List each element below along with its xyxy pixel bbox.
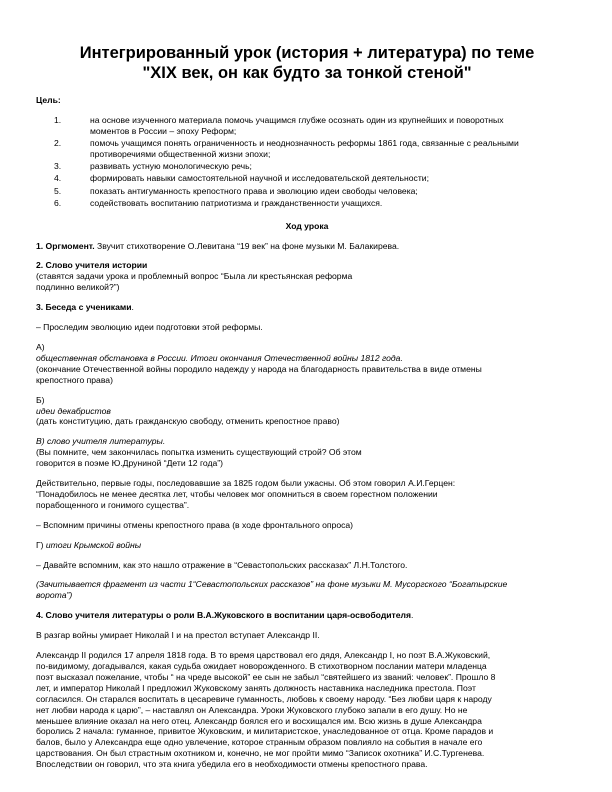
goal-number: 6.	[54, 197, 62, 208]
herzen-line-2: “Понадобилось не менее десятка лет, чтобы человек мог опомниться в своем горестном положении	[36, 488, 438, 499]
section-3-heading: 3. Беседа с учениками	[36, 302, 132, 313]
point-g-title: итоги Крымской войны	[45, 539, 142, 550]
section-3-dot: .	[131, 302, 134, 313]
goal-number: 3.	[54, 161, 62, 172]
section-1	[36, 241, 578, 252]
point-a-line-3: крепостного права)	[36, 374, 113, 385]
point-b-prefix: Б)	[36, 394, 45, 405]
alexander-line: балов, было у Александра еще одно увлечение, которое странным образом повлияло на события в начале его	[36, 737, 483, 748]
goal-text-line: показать антигуманность крепостного права и эволюцию идеи свободы человека;	[90, 185, 418, 196]
point-g	[36, 540, 578, 551]
goal-item-3	[36, 161, 578, 172]
title-line-2: "XIX век, он как будто за тонкой стеной"	[142, 63, 472, 82]
section-1-text: Звучит стихотворение О.Левитана “19 век” на фоне музыки М. Балакирева.	[94, 240, 400, 251]
goal-item-5	[36, 186, 578, 197]
point-v-line-2: говорится в поэме Ю.Друниной “Дети 12 года”)	[36, 458, 224, 469]
goal-item-1	[36, 115, 578, 137]
alexander-line: поэт высказал пожелание, чтобы “ на чреде высокой” ее сын не забыл “святейшего из званий: человек”. Прошло 8	[36, 671, 496, 682]
alexander-line: согласился. Он старался воспитать в цесаревиче гуманность, любовь к своему народу. “Без любви царя к народу	[36, 693, 492, 704]
goal-number: 2.	[54, 138, 62, 149]
trace-paragraph: – Проследим эволюцию идеи подготовки этой реформы.	[36, 322, 263, 333]
page-title	[36, 44, 578, 83]
goal-text-line: развивать устную монологическую речь;	[90, 161, 252, 172]
goal-item-6	[36, 198, 578, 209]
herzen-paragraph	[36, 478, 578, 511]
goal-text-line: на основе изученного материала помочь учащимся глубже осознать один из крупнейших и поворотных	[90, 114, 504, 125]
goal-text-line: содействовать воспитанию патриотизма и гражданственности учащихся.	[90, 197, 383, 208]
herzen-line-1: Действительно, первые годы, последовавшие за 1825 годом были ужасны. Об этом говорил А.И.Герцен:	[36, 478, 456, 489]
point-v	[36, 436, 578, 469]
section-2	[36, 260, 578, 293]
goal-number: 1.	[54, 114, 62, 125]
point-a-title: общественная обстановка в России. Итоги окончания Отечественной войны 1812 года.	[36, 352, 403, 363]
section-4-dot: .	[411, 610, 414, 621]
recall-paragraph: – Вспомним причины отмены крепостного права (в ходе фронтального опроса)	[36, 519, 354, 530]
goals-label: Цель:	[36, 95, 61, 105]
alexander-line: нет любви народа к царю”, – наставлял он Александра. Уроки Жуковского глубоко запали в его душу. Но не	[36, 704, 468, 715]
reading-note-line-1: (Зачитывается фрагмент из части 1“Севастопольских рассказов” на фоне музыки М. Мусоргского “Богатырские	[36, 579, 508, 590]
point-b-line-1	[36, 395, 578, 417]
alexander-line: Впоследствии он говорил, что эта книга убедила его в необходимости отмены крепостного права.	[36, 759, 428, 770]
goal-text-line: противоречиями общественной жизни эпохи;	[90, 148, 271, 159]
point-v-title: В) слово учителя литературы.	[36, 436, 166, 447]
point-g-prefix: Г)	[36, 539, 46, 550]
goal-number: 4.	[54, 173, 62, 184]
point-v-text: (Вы помните, чем закончилась попытка изменить существующий строй? Об этом	[36, 447, 362, 458]
title-line-1: Интегрированный урок (история + литература) по теме	[79, 44, 535, 62]
war-paragraph: В разгар войны умирает Николай I и на престол вступает Александр II.	[36, 630, 320, 641]
section-2-line-1	[36, 260, 578, 282]
reading-note	[36, 579, 578, 601]
point-b	[36, 395, 578, 428]
section-2-line-2: подлинно великой?”)	[36, 282, 120, 293]
goal-text-line: помочь учащимся понять ограниченность и неоднозначность реформы 1861 года, связанные с реальными	[90, 138, 519, 149]
goal-text-line: моментов в России – эпоху Реформ;	[90, 125, 237, 136]
section-2-text: (ставятся задачи урока и проблемный вопрос “Была ли крестьянская реформа	[36, 271, 353, 282]
alexander-line: лет, и император Николай I предложил Жуковскому занять должность наставника наследника престола. Поэт	[36, 682, 476, 693]
goals-list	[36, 115, 578, 209]
alexander-paragraph	[36, 650, 578, 770]
point-v-line-1	[36, 436, 578, 458]
alexander-line: царствования. Он был страстным охотником и, конечно, не мог пройти мимо “Записок охотника” И.С.Тургенева.	[36, 748, 485, 759]
reading-note-line-2: ворота”)	[36, 590, 73, 601]
section-2-heading: 2. Слово учителя истории	[36, 260, 148, 271]
goal-item-2	[36, 138, 578, 160]
section-1-heading: 1. Оргмомент.	[36, 240, 95, 251]
alexander-line: Александр II родился 17 апреля 1818 года. В то время царствовал его дядя, Александр I, но поэт В.А.Жуковский,	[36, 650, 491, 661]
alexander-line: меньшее влияние оказал на него отец. Александр боялся его и восхищался им. Всю жизнь в душе Александра	[36, 715, 482, 726]
goal-item-4	[36, 173, 578, 184]
point-b-line-2: (дать конституцию, дать гражданскую свободу, отменить крепостное право)	[36, 416, 340, 427]
section-4	[36, 610, 578, 621]
point-a-line-1	[36, 342, 578, 364]
point-a	[36, 342, 578, 386]
goal-text-line: формировать навыки самостоятельной научной и исследовательской деятельности;	[90, 173, 429, 184]
tolstoy-paragraph: – Давайте вспомним, как это нашло отражение в “Севастопольских рассказах” Л.Н.Толстого.	[36, 559, 408, 570]
section-3	[36, 302, 578, 313]
goal-number: 5.	[54, 185, 62, 196]
alexander-line: боролись 2 начала: гуманное, привитое Жуковским, и милитаристское, унаследованное от отца. Кроме парадов и	[36, 726, 494, 737]
course-heading: Ход урока	[285, 220, 329, 231]
point-b-title: идеи декабристов	[36, 405, 111, 416]
section-4-heading: 4. Слово учителя литературы о роли В.А.Жуковского в воспитании царя-освободителя	[36, 610, 412, 621]
herzen-line-3: порабощенного и гонимого существа”.	[36, 499, 190, 510]
point-a-line-2: (окончание Отечественной войны породило надежду у народа на благодарность правительства в виде отмены	[36, 363, 482, 374]
alexander-line: по-видимому, догадывался, какая судьба ожидает новорожденного. В стихотворном послании матери младенца	[36, 661, 487, 672]
point-a-prefix: А)	[36, 341, 45, 352]
